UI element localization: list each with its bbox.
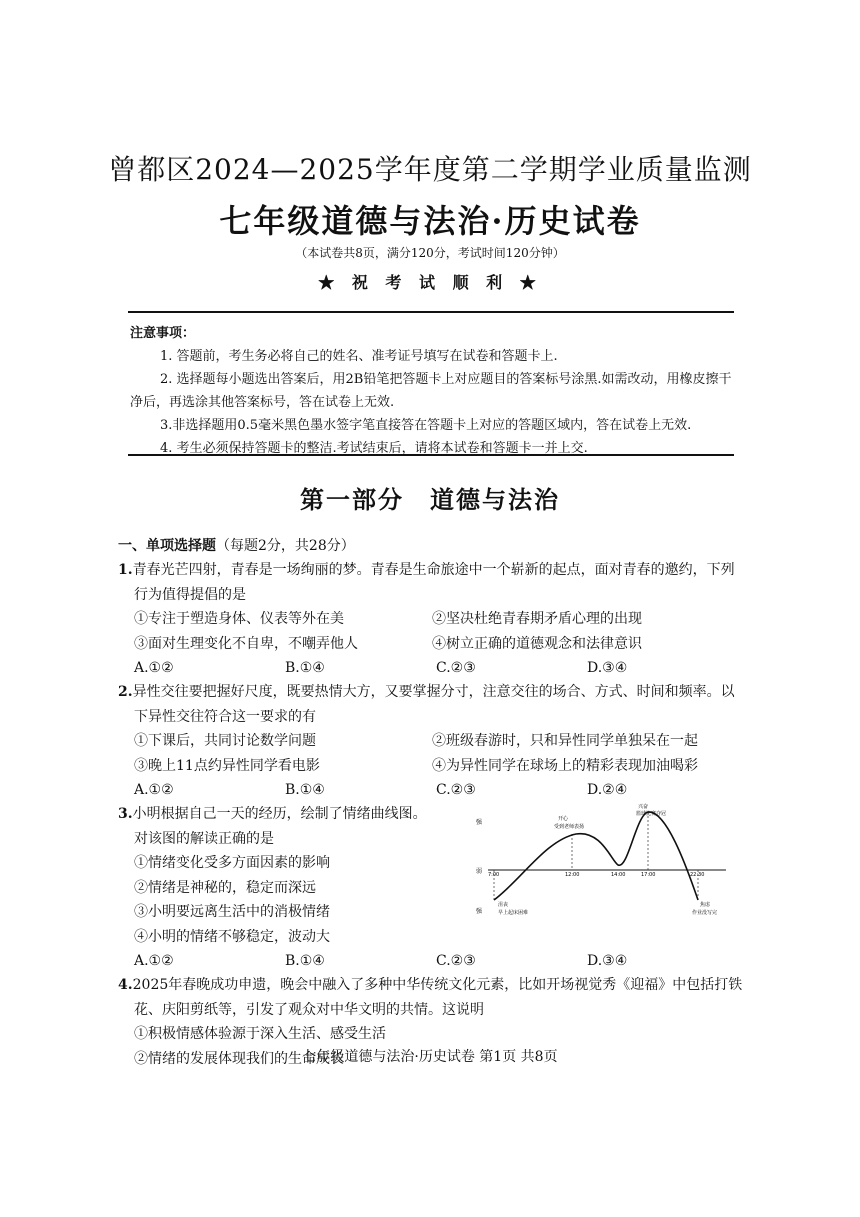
question-stem: 2025年春晚成功申遗，晚会中融入了多种中华传统文化元素，比如开场视觉秀《迎福》中包括打铁花、庆阳剪纸等，引发了观众对中华文明的共情。这说明 (132, 977, 743, 1018)
answer-option: C.②③ (436, 660, 476, 677)
choice-row (118, 729, 743, 753)
annotation-evening-event: 篮球比赛夺冠 (636, 811, 667, 818)
answer-row (118, 656, 743, 680)
x-tick: 22:30 (690, 872, 705, 879)
annotation-night-emotion: 焦虑 (700, 902, 711, 909)
answer-row (118, 778, 743, 802)
annotation-noon-event: 受到老师表扬 (554, 824, 585, 831)
choice: ①下课后，共同讨论数学问题 (134, 733, 316, 750)
page-footer: 七年级道德与法治·历史试卷 第1页 共8页 (302, 1049, 558, 1065)
y-label-bottom: 强 (476, 908, 483, 916)
choice: ②情绪的发展体现我们的生命成长 (134, 1050, 344, 1067)
x-tick: 12:00 (565, 872, 580, 879)
emotion-curve (494, 812, 698, 900)
choice: ①专注于塑造身体、仪表等外在美 (134, 611, 344, 628)
notes-box (130, 322, 734, 460)
question-number: 4. (118, 977, 133, 994)
answer-option: D.②④ (587, 782, 628, 799)
question-1 (118, 558, 743, 607)
question-stem: 青春光芒四射，青春是一场绚丽的梦。青春是生命旅途中一个崭新的起点，面对青春的邀约，下列行为值得提倡的是 (132, 562, 735, 603)
question-stem: 异性交往要把握好尺度，既要热情大方，又要掌握分寸，注意交往的场合、方式、时间和频率。以下异性交往符合这一要求的有 (132, 684, 735, 725)
answer-option: A.①② (134, 782, 174, 799)
exam-title: 曾都区2024—2025学年度第二学期学业质量监测 (108, 153, 752, 186)
annotation-start-event: 早上起床困难 (498, 910, 529, 917)
section-heading (118, 534, 743, 558)
note-item: 3.非选择题用0.5毫米黑色墨水签字笔直接答在答题卡上对应的答题区域内，答在试卷上无效. (160, 418, 692, 433)
answer-option: B.①④ (285, 782, 325, 799)
choice: ①积极情感体验源于深入生活、感受生活 (134, 1026, 386, 1043)
choice: ③晚上11点约异性同学看电影 (134, 757, 320, 774)
section-title: 一、单项选择题 (118, 538, 216, 554)
exam-subject-title: 七年级道德与法治·历史试卷 (219, 202, 641, 240)
blessing: ★ 祝 考 试 顺 利 ★ (318, 273, 542, 292)
answer-option: B.①④ (285, 952, 325, 969)
emotion-curve-chart (476, 804, 731, 928)
question-number: 2. (118, 684, 133, 701)
choice: ②情绪是神秘的，稳定而深远 (134, 879, 316, 896)
choice: ④树立正确的道德观念和法律意识 (432, 635, 642, 652)
answer-option: B.①④ (285, 660, 325, 677)
annotation-night-event: 作业没写完 (692, 910, 718, 917)
annotation-evening-emotion: 兴奋 (638, 804, 649, 811)
choice: ④小明的情绪不够稳定，波动大 (134, 928, 330, 945)
answer-option: D.③④ (587, 660, 628, 677)
exam-info: （本试卷共8页，满分120分，考试时间120分钟） (295, 246, 565, 260)
annotation-start-emotion: 沮丧 (498, 902, 509, 909)
choice: ③面对生理变化不自卑，不嘲弄他人 (134, 635, 358, 652)
note-item: 1. 答题前，考生务必将自己的姓名、准考证号填写在试卷和答题卡上. (160, 349, 558, 364)
answer-option: C.②③ (436, 782, 476, 799)
choice-row (118, 607, 743, 631)
divider-bottom (128, 454, 734, 456)
question-stem-2: 对该图的解读正确的是 (134, 830, 274, 847)
divider-top (128, 311, 734, 313)
answer-row (118, 949, 743, 973)
questions-area (118, 534, 743, 1071)
note-item: 4. 考生必须保持答题卡的整洁.考试结束后，请将本试卷和答题卡一并上交. (160, 441, 588, 456)
note-item: 2. 选择题每小题选出答案后，用2B铅笔把答题卡上对应题目的答案标号涂黑.如需改动，用橡皮擦干净后，再选涂其他答案标号，答在试卷上无效. (130, 372, 732, 410)
choice: ②坚决杜绝青春期矛盾心理的出现 (432, 611, 642, 628)
question-3 (118, 802, 743, 948)
answer-option: D.③④ (587, 952, 628, 969)
section-scoring: （每题2分，共28分） (216, 538, 355, 554)
y-label-top: 强 (476, 819, 483, 827)
question-number: 3. (118, 806, 133, 823)
question-stem: 小明根据自己一天的经历，绘制了情绪曲线图。 (132, 806, 427, 823)
answer-option: C.②③ (436, 952, 476, 969)
x-tick: 7:00 (488, 872, 500, 879)
x-tick: 14:00 (611, 872, 626, 879)
choice: ③小明要远离生活中的消极情绪 (134, 904, 330, 921)
choice: ④为异性同学在球场上的精彩表现加油喝彩 (432, 757, 698, 774)
choice-row (118, 754, 743, 778)
answer-option: A.①② (134, 952, 174, 969)
choice: ②班级春游时，只和异性同学单独呆在一起 (432, 733, 698, 750)
question-number: 1. (118, 562, 133, 579)
notes-heading: 注意事项： (130, 326, 196, 341)
x-tick: 17:00 (641, 872, 656, 879)
question-4 (118, 973, 743, 1022)
y-label-mid: 弱 (476, 868, 483, 876)
choice-row (118, 632, 743, 656)
answer-option: A.①② (134, 660, 174, 677)
part-title: 第一部分 道德与法治 (300, 485, 560, 514)
choice: ①情绪变化受多方面因素的影响 (134, 855, 330, 872)
question-2 (118, 680, 743, 729)
annotation-noon-emotion: 开心 (558, 816, 569, 823)
